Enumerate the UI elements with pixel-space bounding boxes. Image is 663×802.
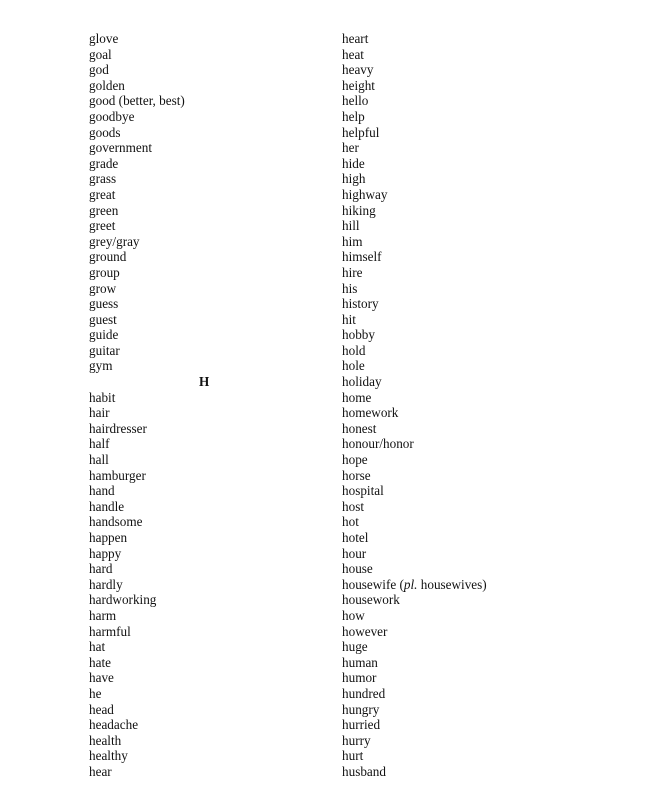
word-entry: hobby — [342, 327, 375, 343]
word-entry: heavy — [342, 62, 374, 78]
word-entry: hotel — [342, 530, 369, 545]
word-entry: huge — [342, 639, 368, 655]
word-entry: hardly — [89, 576, 123, 592]
word-entry: greet — [89, 218, 116, 234]
word-entry: hand — [89, 483, 115, 499]
word-entry: guide — [89, 327, 119, 343]
word-entry: guest — [89, 311, 117, 327]
word-entry: husband — [342, 763, 386, 779]
word-entry: homework — [342, 405, 399, 421]
word-entry: house — [342, 561, 373, 577]
word-entry: habit — [89, 389, 116, 405]
left-word-column — [89, 31, 319, 780]
word-entry: how — [342, 607, 365, 623]
word-entry: guitar — [89, 342, 120, 358]
word-entry: gym — [89, 358, 113, 374]
word-entry: hole — [342, 358, 365, 374]
word-entry: good (better, best) — [89, 93, 185, 109]
word-entry: hope — [342, 452, 368, 468]
word-entry: hate — [89, 654, 111, 670]
word-entry: home — [342, 389, 372, 405]
word-entry: helpful — [342, 124, 380, 140]
word-entry: humor — [342, 670, 377, 686]
word-entry: however — [342, 623, 388, 639]
word-entry: hold — [342, 342, 366, 358]
word-entry: hear — [89, 763, 112, 779]
word-entry: god — [89, 62, 109, 78]
word-entry: hire — [342, 264, 363, 280]
word-entry: help — [342, 108, 365, 124]
word-entry: hundred — [342, 685, 386, 701]
word-entry: great — [89, 186, 116, 202]
word-entry: highway — [342, 186, 388, 202]
word-entry: honour/honor — [342, 436, 414, 452]
word-entry: history — [342, 296, 379, 312]
word-entry: hospital — [342, 483, 384, 499]
word-entry: height — [342, 77, 375, 93]
word-entry: hall — [89, 452, 109, 468]
word-entry: hide — [342, 155, 365, 171]
word-entry: grass — [89, 171, 117, 187]
word-entry: handle — [89, 498, 125, 514]
word-entry-main: housewife ( — [342, 576, 404, 592]
plural-abbreviation: pl. — [403, 576, 418, 592]
word-entry: hill — [342, 218, 360, 234]
word-entry: guess — [89, 296, 119, 312]
word-entry: her — [342, 140, 359, 156]
word-entry: heart — [342, 31, 369, 46]
word-entry: hit — [342, 311, 356, 327]
word-entry: head — [89, 701, 114, 717]
word-entry: him — [342, 233, 363, 249]
word-entry: health — [89, 732, 122, 748]
word-entry: golden — [89, 77, 125, 93]
word-entry: half — [89, 436, 110, 452]
word-entry: host — [342, 498, 364, 514]
word-entry: harmful — [89, 623, 131, 639]
word-entry: handsome — [89, 514, 143, 530]
word-entry: heat — [342, 46, 364, 62]
word-entry: hurried — [342, 717, 381, 733]
word-entry: housework — [342, 592, 400, 608]
word-entry: hair — [89, 405, 110, 421]
word-entry: hour — [342, 545, 367, 561]
word-entry: hot — [342, 514, 359, 530]
word-entry: hurt — [342, 748, 364, 764]
word-entry: grey/gray — [89, 233, 140, 249]
word-entry: glove — [89, 31, 119, 46]
word-entry: grow — [89, 280, 117, 296]
word-entry: hairdresser — [89, 420, 147, 436]
word-entry: happen — [89, 530, 128, 545]
plural-form: housewives) — [417, 576, 487, 592]
word-entry: high — [342, 171, 366, 187]
word-entry: hardworking — [89, 592, 157, 608]
word-entry: hiking — [342, 202, 376, 218]
word-entry: goods — [89, 124, 121, 140]
word-entry: government — [89, 140, 152, 156]
word-entry: group — [89, 264, 120, 280]
word-entry: goodbye — [89, 108, 135, 124]
word-entry: grade — [89, 155, 119, 171]
word-entry: have — [89, 670, 114, 686]
word-entry: himself — [342, 249, 382, 265]
word-entry: holiday — [342, 374, 382, 390]
word-entry: hard — [89, 561, 113, 577]
word-entry: hurry — [342, 732, 371, 748]
word-entry: hungry — [342, 701, 380, 717]
word-entry: happy — [89, 545, 122, 561]
word-entry: harm — [89, 607, 117, 623]
word-entry: ground — [89, 249, 127, 265]
word-entry: headache — [89, 717, 139, 733]
word-entry: hat — [89, 639, 106, 655]
word-entry: honest — [342, 420, 377, 436]
word-entry: horse — [342, 467, 371, 483]
word-entry: healthy — [89, 748, 128, 764]
word-entry: his — [342, 280, 358, 296]
word-entry: human — [342, 654, 378, 670]
right-word-column — [342, 31, 642, 780]
word-entry: he — [89, 685, 102, 701]
word-entry: hamburger — [89, 467, 146, 483]
section-heading-letter: H — [199, 374, 210, 390]
word-entry: goal — [89, 46, 112, 62]
word-entry: hello — [342, 93, 369, 109]
word-entry — [342, 577, 642, 593]
word-entry: green — [89, 202, 119, 218]
